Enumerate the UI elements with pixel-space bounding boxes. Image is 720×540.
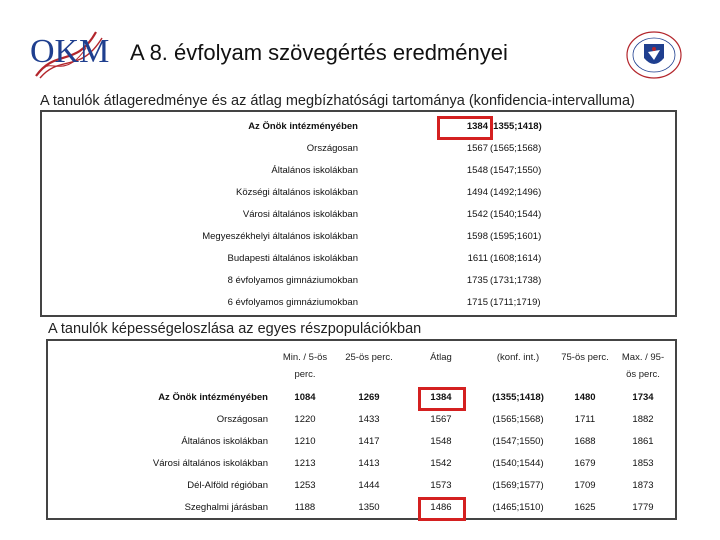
cell-max: 1882 xyxy=(632,414,654,425)
col-header-min: Min. / 5-ös perc. xyxy=(282,352,328,380)
row-value: 1715 xyxy=(466,297,488,308)
cell-p25: 1417 xyxy=(358,436,380,447)
cell-p75: 1679 xyxy=(574,458,596,469)
row-label: Dél-Alföld régióban xyxy=(187,480,268,491)
cell-ci: (1565;1568) xyxy=(492,414,544,425)
cell-p25: 1444 xyxy=(358,480,380,491)
row-ci: (1711;1719) xyxy=(490,297,541,308)
cell-max: 1873 xyxy=(632,480,654,491)
row-label: 6 évfolyamos gimnáziumokban xyxy=(227,297,358,308)
table-row xyxy=(48,409,675,431)
row-label: Az Önök intézményében xyxy=(248,121,358,132)
page-title: A 8. évfolyam szövegértés eredményei xyxy=(130,40,508,65)
row-value: 1548 xyxy=(466,165,488,176)
table-row xyxy=(48,431,675,453)
cell-p75: 1709 xyxy=(574,480,596,491)
cell-p25: 1269 xyxy=(358,392,380,403)
row-value: 1735 xyxy=(466,275,488,286)
row-value: 1384 xyxy=(466,121,488,132)
school-crest-icon xyxy=(624,30,684,80)
row-ci: (1595;1601) xyxy=(490,231,542,242)
cell-p75: 1688 xyxy=(574,436,596,447)
highlight-box xyxy=(437,116,493,140)
row-label: Általános iskolákban xyxy=(271,165,358,176)
cell-max: 1861 xyxy=(632,436,654,447)
cell-min: 1210 xyxy=(294,436,316,447)
row-label: Országosan xyxy=(216,414,268,425)
row-value: 1494 xyxy=(466,187,488,198)
cell-min: 1084 xyxy=(294,392,316,403)
row-ci: (1547;1550) xyxy=(490,165,542,176)
cell-ci: (1465;1510) xyxy=(492,502,544,513)
cell-ci: (1355;1418) xyxy=(492,392,544,403)
cell-p25: 1433 xyxy=(358,414,380,425)
table-row xyxy=(48,497,675,519)
cell-p25: 1413 xyxy=(358,458,380,469)
cell-avg: 1486 xyxy=(430,502,452,513)
average-results-table xyxy=(40,110,677,317)
cell-ci: (1540;1544) xyxy=(492,458,544,469)
okm-logo xyxy=(26,18,110,84)
cell-p75: 1711 xyxy=(574,414,596,425)
cell-p25: 1350 xyxy=(358,502,380,513)
cell-ci: (1547;1550) xyxy=(492,436,544,447)
row-ci: (1731;1738) xyxy=(490,275,542,286)
row-label: Általános iskolákban xyxy=(181,436,268,447)
row-label: 8 évfolyamos gimnáziumokban xyxy=(227,275,358,286)
cell-min: 1253 xyxy=(294,480,316,491)
row-value: 1598 xyxy=(466,231,488,242)
cell-max: 1853 xyxy=(632,458,654,469)
cell-avg: 1542 xyxy=(430,458,452,469)
col-header-ci: (konf. int.) xyxy=(496,352,540,363)
row-ci: (1355;1418) xyxy=(490,121,542,132)
row-value: 1542 xyxy=(466,209,488,220)
cell-p75: 1480 xyxy=(574,392,596,403)
table1-caption: A tanulók átlageredménye és az átlag megbízhatósági tartománya (konfidencia-intervalluma) xyxy=(40,93,635,109)
cell-max: 1734 xyxy=(632,392,654,403)
col-header-max: Max. / 95- ös perc. xyxy=(621,352,665,380)
table-row xyxy=(48,453,675,475)
row-ci: (1565;1568) xyxy=(490,143,542,154)
row-label: Megyeszékhelyi általános iskolákban xyxy=(202,231,358,242)
row-value: 1611 xyxy=(467,253,488,264)
cell-ci: (1569;1577) xyxy=(492,480,544,491)
row-label: Országosan xyxy=(306,143,358,154)
row-label: Városi általános iskolákban xyxy=(242,209,358,220)
row-label: Az Önök intézményében xyxy=(158,392,268,403)
row-label: Budapesti általános iskolákban xyxy=(227,253,358,264)
cell-avg: 1567 xyxy=(430,414,452,425)
row-value: 1567 xyxy=(466,143,488,154)
row-ci: (1492;1496) xyxy=(490,187,542,198)
col-header-avg: Átlag xyxy=(430,352,452,363)
cell-max: 1779 xyxy=(632,502,654,513)
row-ci: (1608;1614) xyxy=(490,253,542,264)
table-row xyxy=(48,475,675,497)
col-header-p25: 25-ös perc. xyxy=(345,352,393,363)
cell-p75: 1625 xyxy=(574,502,596,513)
row-label: Községi általános iskolákban xyxy=(236,187,358,198)
cell-min: 1220 xyxy=(294,414,316,425)
cell-avg: 1384 xyxy=(430,392,452,403)
highlight-box xyxy=(418,387,466,411)
row-ci: (1540;1544) xyxy=(490,209,542,220)
okm-logo-text: OKM xyxy=(30,33,110,70)
row-label: Szeghalmi járásban xyxy=(184,502,268,513)
cell-min: 1213 xyxy=(294,458,316,469)
cell-min: 1188 xyxy=(294,502,316,513)
table-row xyxy=(48,387,675,409)
col-header-p75: 75-ös perc. xyxy=(561,352,609,363)
highlight-box xyxy=(418,497,466,521)
cell-avg: 1573 xyxy=(430,480,452,491)
table2-caption: A tanulók képességeloszlása az egyes részpopulációkban xyxy=(48,321,422,337)
cell-avg: 1548 xyxy=(430,436,452,447)
row-label: Városi általános iskolákban xyxy=(152,458,268,469)
distribution-table xyxy=(46,339,677,520)
